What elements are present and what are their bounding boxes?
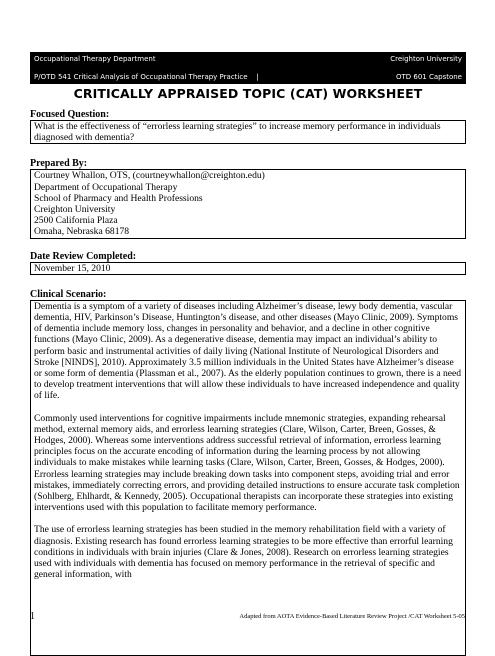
prepared-by-line: Department of Occupational Therapy [34,181,178,193]
page-number: 1 [30,611,35,622]
date-review-box [30,262,466,275]
capstone-name: OTD 601 Capstone [395,73,462,81]
prepared-by-line: 2500 California Plaza [34,215,118,227]
scenario-paragraph: The use of errorless learning strategies has been studied in the memory rehabilitation field with a variety of diagnosis. Existing research has found errorless learning strategies to be more effective than errorful learning conditions in individuals with brain injuries (Clare & Jones, 2008). Research on errorless learning strategies used with individuals with dementia has focused on memory performance in the retrieval of specific and general information, with [34,524,453,581]
prepared-by-box [30,169,466,238]
university-name: Creighton University [390,55,462,63]
footer-note: Adapted from AOTA Evidence-Based Literature Review Project /CAT Worksheet 5-05 [239,613,465,620]
focused-question-text: What is the effectiveness of “errorless learning strategies” to increase memory performance in individuals diagnosed with dementia? [34,121,441,144]
prepared-by-line: School of Pharmacy and Health Professions [34,192,203,204]
prepared-by-label: Prepared By: [30,158,88,170]
course-name [34,72,259,82]
focused-question-label: Focused Question: [30,109,110,120]
scenario-paragraph: Commonly used interventions for cognitive impairments include mnemonic strategies, expanding rehearsal method, external memory aids, and errorless learning strategies (Clare, Wilson, Carter, Breen, Gosses, & Hodges, 2000). Whereas some interventions address successful retrieval of information, errorless learning principles focus on the accurate encoding of information during the learning process by not allowing individuals to make mistakes while learning tasks (Clare, Wilson, Carter, Breen, Gosses, & Hodges, 2000). Errorless learning strategies may include breaking down tasks into component steps, avoiding trial and error mistakes, immediately correcting errors, and providing detailed instructions to ensure accurate task completion (Sohlberg, Ehlhardt, & Kennedy, 2005). Occupational therapists can incorporate these strategies into existing interventions used with this population to facilitate memory performance. [34,412,460,514]
course-separator: | [256,73,259,81]
header-row-1 [34,54,462,64]
scenario-paragraph: Dementia is a symptom of a variety of diseases including Alzheimer’s disease, lewy body dementia, vascular dementia, HIV, Parkinson’s Disease, Huntington’s disease, and other diseases (Mayo Clinic, 2009). Symptoms of dementia include memory loss, changes in personality and behavior, and a decline in other cognitive functions (Mayo Clinic, 2009). As a degenerative disease, dementia may impact an individual’s ability to perform basic and instrumental activities of daily living (National Institute of Neurological Disorders and Stroke [NINDS], 2010). Approximately 3.5 million individuals in the United States have Alzheimer’s disease or some form of dementia (Plassman et al., 2007). As the elderly population continues to grown, there is a need to develop treatment interventions that will allow these individuals to have increased independence and quality of life. [34,300,462,402]
worksheet-page [30,52,466,656]
clinical-scenario-label: Clinical Scenario: [30,288,107,300]
date-review-text: November 15, 2010 [34,262,111,274]
course-title: P/OTD 541 Critical Analysis of Occupational Therapy Practice [34,73,248,81]
header-banner [30,52,466,84]
date-review-label: Date Review Completed: [30,250,137,262]
header-row-2 [34,72,462,82]
prepared-by-line: Omaha, Nebraska 68178 [34,226,130,238]
prepared-by-line: Creighton University [34,204,116,216]
clinical-scenario-box [30,300,466,656]
prepared-by-line: Courtney Whallon, OTS, (courtneywhallon@creighton.edu) [34,170,265,182]
focused-question-box [30,120,466,144]
department-name: Occupational Therapy Department [34,55,156,63]
worksheet-title: CRITICALLY APPRAISED TOPIC (CAT) WORKSHEET [73,86,423,101]
